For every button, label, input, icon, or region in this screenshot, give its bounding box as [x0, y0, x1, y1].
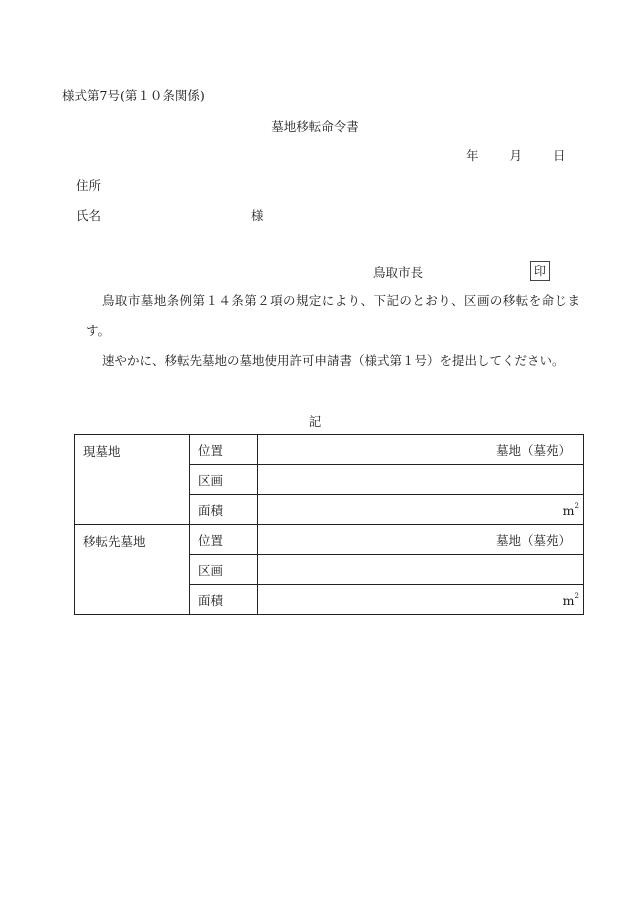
area-unit: m	[562, 502, 575, 518]
ki-heading: 記	[308, 414, 322, 429]
current-section-label: 区画	[190, 465, 258, 495]
destination-area-value	[258, 585, 584, 615]
current-position-label: 位置	[190, 435, 258, 465]
document-title: 墓地移転命令書	[271, 119, 359, 134]
date-row	[466, 146, 566, 164]
table-row	[75, 525, 584, 555]
table-row	[75, 435, 584, 465]
honorific-sama: 様	[251, 208, 264, 223]
destination-cemetery-label: 移転先墓地	[75, 525, 190, 615]
name-label: 氏名	[76, 208, 102, 223]
area-unit: m	[562, 592, 575, 608]
destination-section-value	[258, 555, 584, 585]
area-unit-exponent: 2	[574, 591, 579, 600]
seal-stamp-box: 印	[530, 261, 550, 281]
form-number: 様式第7号(第１０条関係)	[62, 88, 205, 103]
current-area-value	[258, 495, 584, 525]
destination-section-label: 区画	[190, 555, 258, 585]
destination-position-label: 位置	[190, 525, 258, 555]
current-cemetery-label: 現墓地	[75, 435, 190, 525]
current-section-value	[258, 465, 584, 495]
current-position-value: 墓地（墓苑）	[258, 435, 584, 465]
mayor-title: 鳥取市長	[373, 265, 424, 280]
date-year-label: 年	[466, 148, 479, 163]
address-label: 住所	[76, 178, 102, 193]
date-month-label: 月	[509, 148, 523, 163]
body-paragraph-2: 速やかに、移転先墓地の墓地使用許可申請書（様式第１号）を提出してください。	[102, 353, 565, 368]
cemetery-record-table	[74, 434, 584, 615]
area-unit-exponent: 2	[574, 501, 579, 510]
destination-area-label: 面積	[190, 585, 258, 615]
current-area-label: 面積	[190, 495, 258, 525]
destination-position-value: 墓地（墓苑）	[258, 525, 584, 555]
date-day-label: 日	[553, 148, 566, 163]
body-paragraph-1: 鳥取市墓地条例第１４条第２項の規定により、下記のとおり、区画の移転を命じます。	[86, 293, 580, 338]
